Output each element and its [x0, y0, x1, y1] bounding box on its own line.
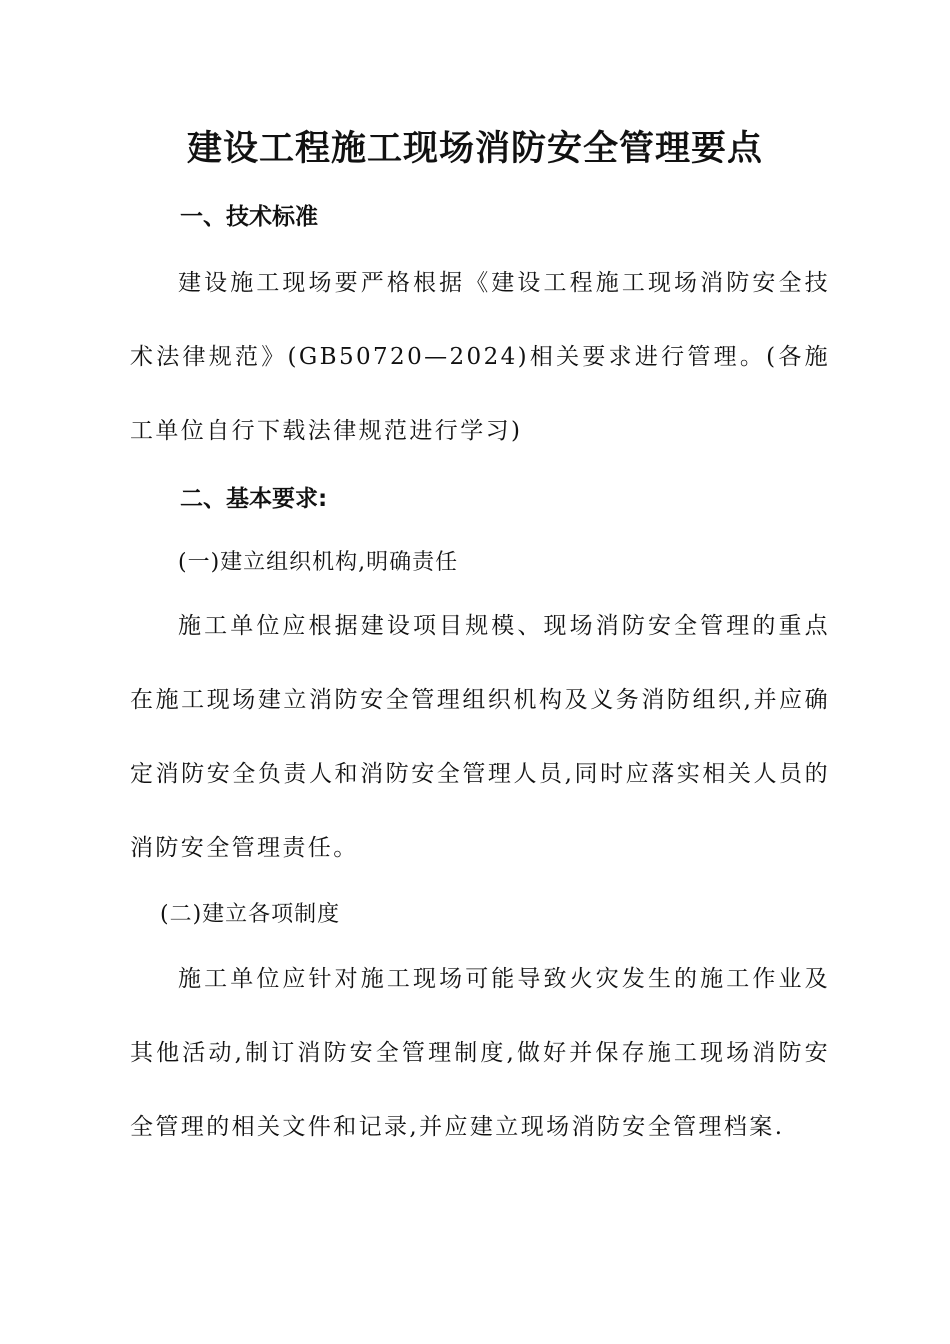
paragraph-systems: 施工单位应针对施工现场可能导致火灾发生的施工作业及其他活动,制订消防安全管理制度,做好并保存施工现场消防安全管理的相关文件和记录,并应建立现场消防安全管理档案. — [130, 966, 830, 1140]
subsection-heading-systems: (二)建立各项制度 — [160, 902, 341, 927]
section-heading-technical-standards: 一、技术标准 — [180, 204, 318, 230]
subsection-heading-organization: (一)建立组织机构,明确责任 — [178, 550, 459, 575]
paragraph-organization: 施工单位应根据建设项目规模、现场消防安全管理的重点在施工现场建立消防安全管理组织机构及义务消防组织,并应确定消防安全负责人和消防安全管理人员,同时应落实相关人员的消防安全管理责任。 — [130, 613, 830, 861]
document-title: 建设工程施工现场消防安全管理要点 — [186, 129, 763, 169]
paragraph-technical-standards: 建设施工现场要严格根据《建设工程施工现场消防安全技术法律规范》(GB50720—2024)相关要求进行管理。(各施工单位自行下载法律规范进行学习) — [130, 270, 830, 444]
section-heading-basic-requirements: 二、基本要求: — [180, 486, 328, 512]
